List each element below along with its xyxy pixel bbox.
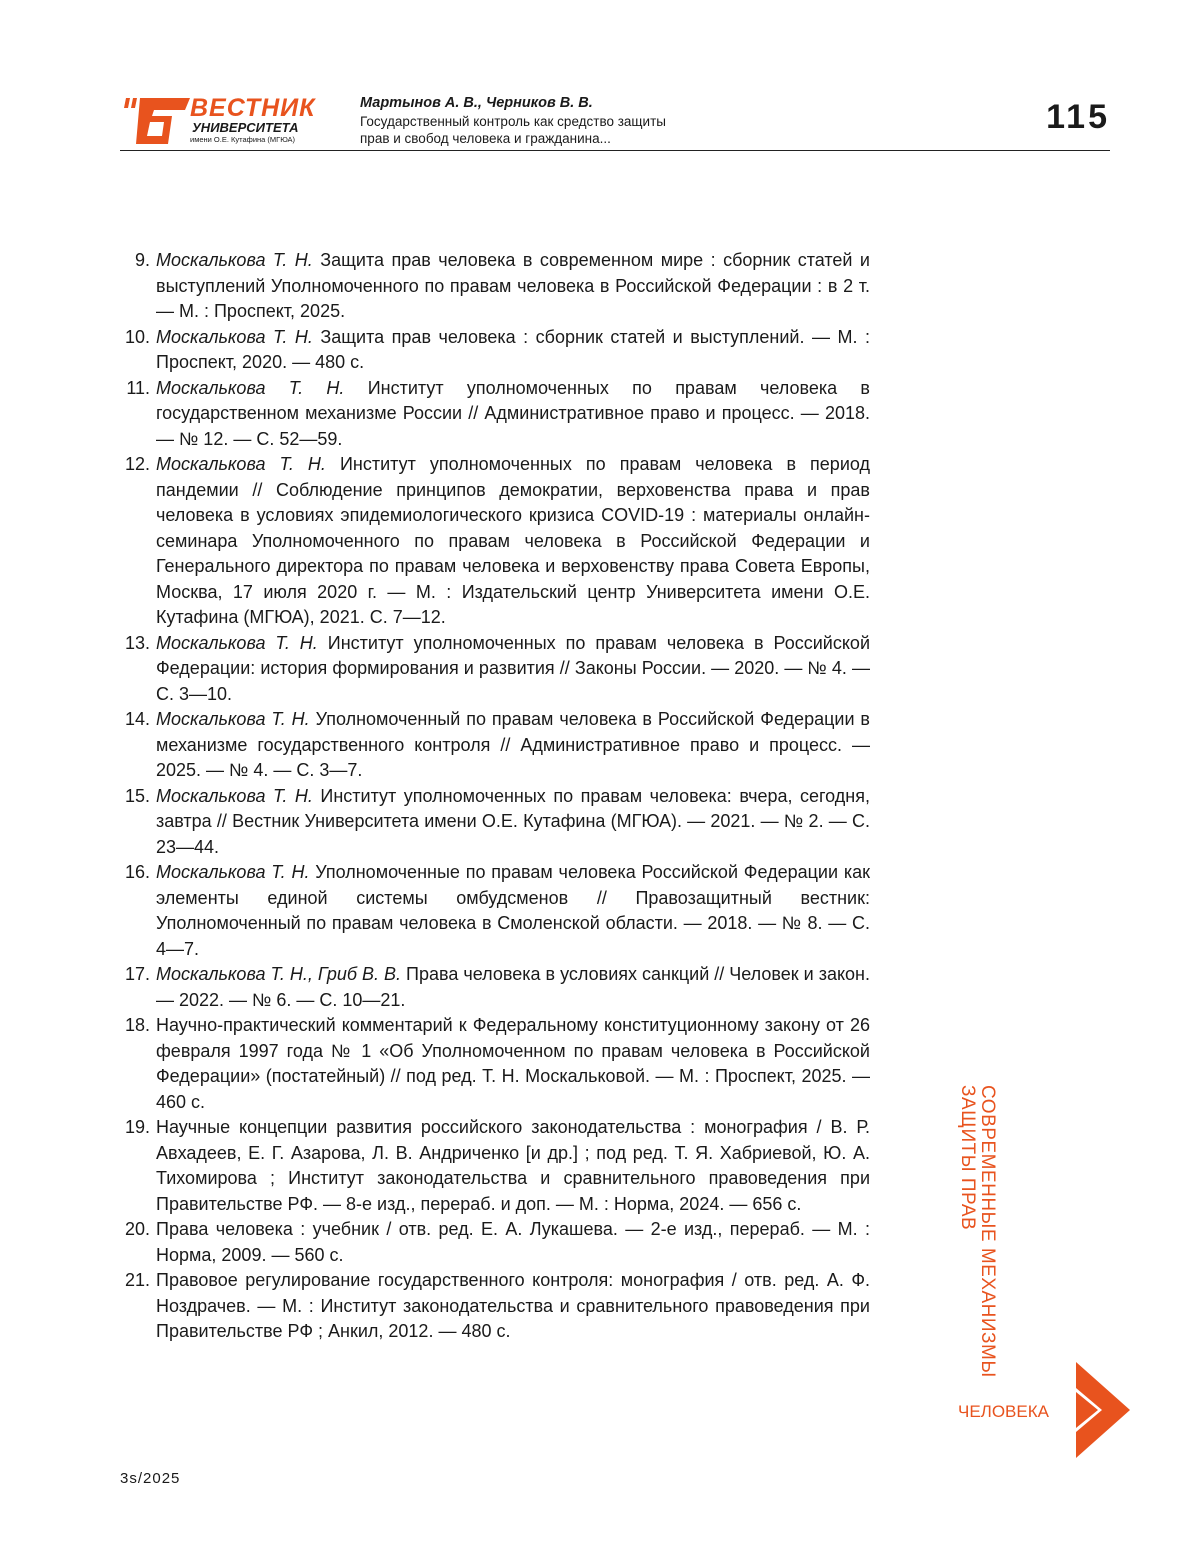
running-head-title	[360, 113, 860, 147]
reference-author: Москалькова Т. Н.	[156, 709, 310, 729]
logo-emblem-icon	[120, 92, 192, 150]
reference-text: Институт уполномоченных по правам человека: вчера, сегодня, завтра // Вестник Университета имени О.Е. Кутафина (МГЮА). — 2021. — № 2. — С. 23—44.	[156, 785, 870, 857]
reference-item	[120, 962, 870, 1013]
reference-number: 11.	[126, 377, 150, 398]
reference-text: Институт уполномоченных по правам человека в Российской Федерации: история формирования и развития // Законы России. — 2020. — № 4. — С. 3—10.	[156, 632, 871, 704]
reference-item	[120, 1115, 870, 1217]
reference-author: Москалькова Т. Н.	[156, 250, 313, 270]
reference-text: Институт уполномоченных по правам человека в период пандемии // Соблюдение принципов демократии, верховенства права и прав человека в условиях эпидемиологического кризиса COVID-19 : материалы онлайн-семинара Уполномоченного по правам человека в Российской Федерации и Генерального директора по правам человека и верховенству права Совета Европы, Москва, 17 июля 2020 г. — М. : Издательский центр Университета имени О.Е. Кутафина (МГЮА), 2021. С. 7—12.	[156, 454, 870, 627]
running-head-authors: Мартынов А. В., Черников В. В.	[360, 95, 593, 111]
section-label	[957, 1085, 997, 1378]
reference-text: Уполномоченный по правам человека в Российской Федерации в механизме государственного контроля // Административное право и процесс. — 2025. — № 4. — С. 3—7.	[156, 709, 870, 780]
reference-item	[120, 784, 870, 861]
reference-text: Научно-практический комментарий к Федеральному конституционному закону от 26 февраля 1997 года № 1 «Об Уполномоченном по правам человека в Российской Федерации» (постатейный) // под ред. Т. Н. Москальковой. — М. : Проспект, 2025. — 460 с.	[156, 1015, 870, 1112]
running-head-title-line: прав и свобод человека и гражданина...	[360, 131, 611, 146]
page-header	[120, 92, 1110, 151]
reference-number: 19.	[124, 1117, 150, 1137]
section-label-line: ЗАЩИТЫ ПРАВ	[957, 1085, 978, 1231]
reference-author: Москалькова Т. Н.	[156, 326, 313, 347]
reference-number: 10.	[124, 326, 150, 347]
reference-number: 14.	[124, 709, 150, 729]
reference-author: Москалькова Т. Н., Гриб В. В.	[156, 964, 402, 984]
reference-text: Научные концепции развития российского законодательства : монография / В. Р. Авхадеев, Е. Г. Азарова, Л. В. Андриченко [и др.] ; под ред. Т. Я. Хабриевой, Ю. А. Тихомирова ; Институт законодательства и сравнительного правоведения при Правительстве РФ. — 8-е изд., перераб. и доп. — М. : Норма, 2024. — 656 с.	[156, 1117, 870, 1214]
reference-item	[120, 1013, 870, 1115]
reference-number: 13.	[124, 632, 150, 653]
reference-item	[120, 325, 870, 376]
page-number: 115	[1046, 98, 1110, 136]
reference-author: Москалькова Т. Н.	[156, 862, 310, 882]
logo-title: ВЕСТНИК	[190, 94, 316, 122]
reference-item	[120, 860, 870, 962]
journal-logo	[120, 92, 320, 150]
arrow-icon	[1072, 1362, 1130, 1458]
reference-number: 21.	[124, 1270, 150, 1290]
reference-text: Права человека : учебник / отв. ред. Е. А. Лукашева. — 2-е изд., перераб. — М. : Норма, 2009. — 560 с.	[156, 1219, 870, 1265]
section-label-tail: ЧЕЛОВЕКА	[958, 1402, 1049, 1421]
reference-author: Москалькова Т. Н.	[156, 454, 326, 474]
reference-item	[120, 1268, 870, 1345]
reference-number: 9.	[134, 250, 150, 270]
reference-number: 12.	[124, 454, 150, 474]
reference-text: Защита прав человека : сборник статей и выступлений. — М. : Проспект, 2020. — 480 с.	[156, 326, 870, 372]
issue-number: 3s/2025	[120, 1470, 181, 1487]
reference-list	[120, 248, 870, 1345]
reference-number: 15.	[124, 785, 150, 806]
reference-text: Уполномоченные по правам человека Российской Федерации как элементы единой системы омбудсменов // Правозащитный вестник: Уполномоченный по правам человека в Смоленской области. — 2018. — № 8. — С. 4—7.	[156, 862, 870, 959]
reference-number: 17.	[124, 964, 150, 984]
reference-text: Защита прав человека в современном мире : сборник статей и выступлений Уполномоченного по правам человека в Российской Федерации : в 2 т. — М. : Проспект, 2025.	[156, 250, 870, 321]
running-head-title-line: Государственный контроль как средство защиты	[360, 114, 666, 129]
reference-text: Институт уполномоченных по правам человека в государственном механизме России // Административное право и процесс. — 2018. — № 12. — С. 52—59.	[156, 377, 870, 449]
reference-number: 20.	[124, 1219, 150, 1239]
logo-caption: имени О.Е. Кутафина (МГЮА)	[190, 135, 296, 144]
logo-subtitle: УНИВЕРСИТЕТА	[192, 120, 299, 135]
section-label-line: СОВРЕМЕННЫЕ МЕХАНИЗМЫ	[977, 1085, 998, 1378]
reference-number: 16.	[124, 862, 150, 882]
reference-item	[120, 631, 870, 708]
reference-author: Москалькова Т. Н.	[156, 377, 345, 398]
reference-author: Москалькова Т. Н.	[156, 785, 313, 806]
reference-text: Права человека в условиях санкций // Человек и закон. — 2022. — № 6. — С. 10—21.	[156, 964, 871, 1010]
reference-item	[120, 248, 870, 325]
reference-item	[120, 707, 870, 784]
reference-item	[120, 452, 870, 631]
reference-number: 18.	[124, 1015, 150, 1035]
reference-text: Правовое регулирование государственного контроля: монография / отв. ред. А. Ф. Ноздрачев. — М. : Институт законодательства и сравнительного правоведения при Правительстве РФ ; Анкил, 2012. — 480 с.	[156, 1270, 870, 1341]
reference-author: Москалькова Т. Н.	[156, 632, 318, 653]
reference-item	[120, 376, 870, 453]
reference-item	[120, 1217, 870, 1268]
